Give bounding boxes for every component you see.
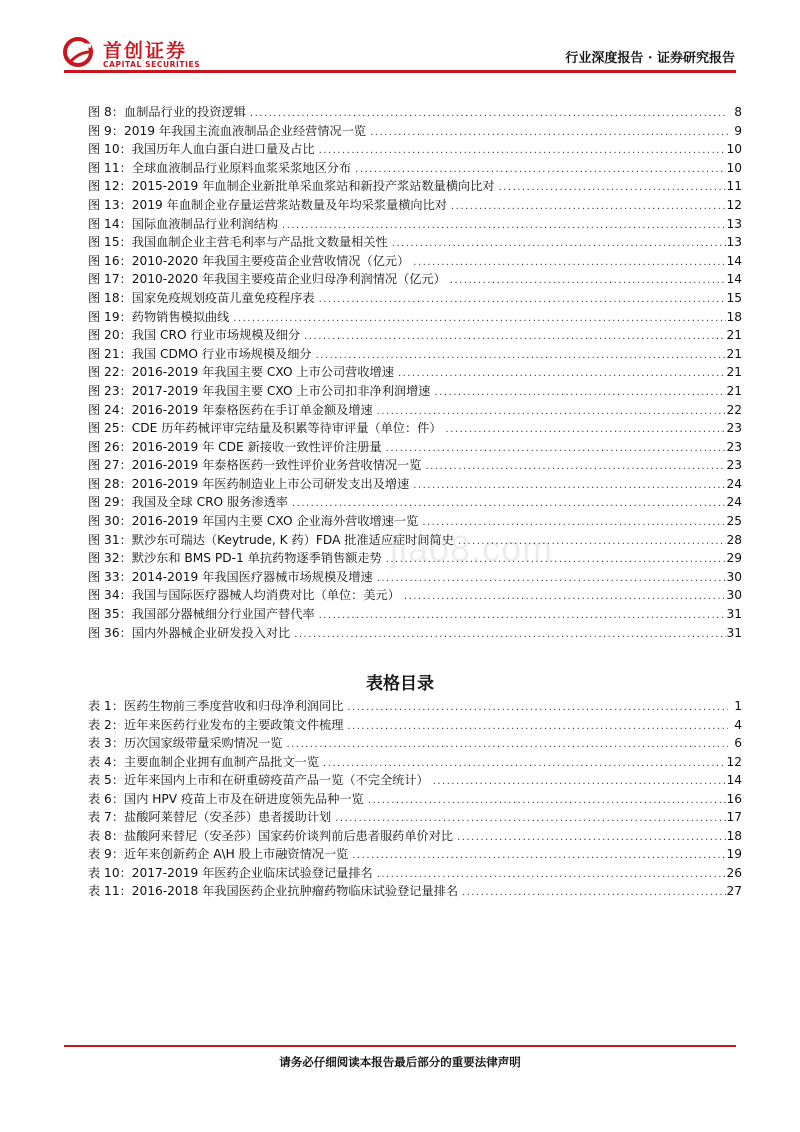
table-toc-entry[interactable] xyxy=(88,808,742,827)
watermark: jiao8.com xyxy=(390,528,554,569)
figure-toc-entry[interactable] xyxy=(88,382,742,401)
table-toc-entry[interactable] xyxy=(88,845,742,864)
figure-toc-entry-label: 图 20： xyxy=(88,328,132,343)
figure-toc-entry-page-number: 30 xyxy=(726,588,742,603)
table-toc-entry-label: 表 6： xyxy=(88,791,125,806)
dot-leader xyxy=(382,440,727,459)
figure-toc-entry-label: 图 35： xyxy=(88,607,132,622)
dot-leader xyxy=(446,272,727,291)
figure-toc-entry-title: 2016-2019 年国内主要 CXO 企业海外营收增速一览 xyxy=(131,514,419,529)
table-toc-entry[interactable] xyxy=(88,716,742,735)
figure-toc-entry-title: 2019 年血制企业存量运营浆站数量及年均采浆量横向比对 xyxy=(131,197,447,212)
figure-toc-entry-label: 图 28： xyxy=(88,476,132,491)
figure-toc-entry-page-number: 28 xyxy=(726,532,742,547)
figure-toc-entry-label: 图 8： xyxy=(88,105,125,119)
figure-toc-entry-title: 2019 年我国主流血液制品企业经营情况一览 xyxy=(124,123,367,138)
legal-notice: 请务必仔细阅读本报告最后部分的重要法律声明 xyxy=(279,1055,521,1069)
table-toc-entry-title: 盐酸阿莱替尼（安圣莎）患者援助计划 xyxy=(124,810,332,824)
figure-toc-entry-label: 图 26： xyxy=(88,439,132,454)
figure-toc-entry-title: 2016-2019 年泰格医药在手订单金额及增速 xyxy=(131,402,373,417)
figure-toc-entry-label: 图 24： xyxy=(88,402,132,417)
figure-toc-entry[interactable] xyxy=(88,215,742,234)
figure-toc-entry-label: 图 36： xyxy=(88,625,132,640)
figure-toc-entry-label: 图 27： xyxy=(88,458,132,473)
figure-toc-entry-page-number: 23 xyxy=(726,458,742,473)
table-toc-entry-title: 2016-2018 年我国医药企业抗肿瘤药物临床试验登记量排名 xyxy=(131,884,459,898)
table-toc-entry[interactable] xyxy=(88,827,742,846)
figure-toc-entry[interactable] xyxy=(88,196,742,215)
figure-toc-entry-title: 2016-2019 年我国主要 CXO 上市公司营收增速 xyxy=(131,365,394,380)
figure-toc-entry[interactable] xyxy=(88,624,742,643)
header-divider xyxy=(64,70,736,73)
figure-toc-entry-page-number: 13 xyxy=(726,235,742,250)
figure-toc-entry[interactable] xyxy=(88,419,742,438)
dot-leader xyxy=(442,421,727,440)
figure-toc-entry-title: 国内外器械企业研发投入对比 xyxy=(131,625,291,640)
figure-toc-entry[interactable] xyxy=(88,270,742,289)
figure-toc-entry-label: 图 11： xyxy=(88,160,132,175)
table-toc-entry-label: 表 3： xyxy=(88,736,125,750)
table-toc-entry-page-number: 26 xyxy=(726,865,742,880)
figure-toc-entry[interactable] xyxy=(88,140,742,159)
table-toc-entry-label: 表 7： xyxy=(88,810,125,824)
figure-toc-entry-title: 我国 CRO 行业市场规模及细分 xyxy=(131,328,301,343)
figure-toc-entry-page-number: 21 xyxy=(726,346,742,361)
table-toc-entry-title: 盐酸阿来替尼（安圣莎）国家药价谈判前后患者服药单价对比 xyxy=(124,828,454,843)
dot-leader xyxy=(421,458,726,477)
dot-leader xyxy=(315,291,727,310)
figure-toc-entry-label: 图 13： xyxy=(88,197,132,212)
table-toc-entry-page-number: 27 xyxy=(726,884,742,898)
table-toc-entry[interactable] xyxy=(88,771,742,790)
figure-toc-entry-title: 我国血制企业主营毛利率与产品批文数量相关性 xyxy=(131,235,388,250)
figure-toc-entry-label: 图 10： xyxy=(88,142,132,157)
figure-toc-entry-title: 默沙东和 BMS PD-1 单抗药物逐季销售额走势 xyxy=(131,551,382,566)
figure-toc-entry-label: 图 25： xyxy=(88,421,132,436)
dot-leader xyxy=(315,142,727,161)
figure-toc-entry-title: 血制品行业的投资逻辑 xyxy=(124,105,246,119)
table-toc-entry-page-number: 17 xyxy=(726,810,742,824)
dot-leader xyxy=(409,254,726,273)
table-toc-entry-label: 表 11： xyxy=(88,884,132,898)
figure-toc-entry-page-number: 30 xyxy=(726,569,742,584)
figure-toc-entry-page-number: 31 xyxy=(726,625,742,640)
table-toc-entry-title: 2017-2019 年医药企业临床试验登记量排名 xyxy=(131,865,373,880)
brand-name-en: CAPITAL SECURITIES xyxy=(103,60,201,69)
table-toc-entry-page-number: 1 xyxy=(734,699,742,713)
figure-toc-entry-label: 图 15： xyxy=(88,235,132,250)
figure-toc-entry-page-number: 14 xyxy=(726,253,742,268)
dot-leader xyxy=(400,588,727,607)
figure-toc-entry-title: 国家免疫规划疫苗儿童免疫程序表 xyxy=(131,290,315,305)
table-toc-entry-page-number: 6 xyxy=(734,736,742,750)
figure-toc-entry-label: 图 9： xyxy=(88,123,125,138)
table-toc-entry[interactable] xyxy=(88,790,742,809)
figure-toc-entry[interactable] xyxy=(88,177,742,196)
figure-toc-entry[interactable] xyxy=(88,401,742,420)
dot-leader xyxy=(394,365,727,384)
figure-toc-entry-label: 图 34： xyxy=(88,588,132,603)
figure-toc-entry[interactable] xyxy=(88,252,742,271)
dot-leader xyxy=(431,384,727,403)
report-type: 行业深度报告 · 证券研究报告 xyxy=(565,51,735,66)
dot-leader xyxy=(373,570,727,589)
figure-toc-entry-page-number: 10 xyxy=(726,160,742,175)
figure-toc-entry-page-number: 14 xyxy=(726,272,742,287)
figure-toc-entry-title: 2010-2020 年我国主要疫苗企业归母净利润情况（亿元） xyxy=(131,272,446,287)
table-toc-entry-page-number: 4 xyxy=(734,717,742,732)
figure-toc-entry-label: 图 19： xyxy=(88,309,132,324)
table-toc-entry-page-number: 14 xyxy=(726,773,742,787)
figure-toc-entry-title: 2016-2019 年泰格医药一致性评价业务营收情况一览 xyxy=(131,458,422,473)
figure-toc-entry-label: 图 12： xyxy=(88,179,132,194)
dot-leader xyxy=(364,792,727,811)
figure-toc-entry[interactable] xyxy=(88,345,742,364)
figure-toc-entry-label: 图 23： xyxy=(88,383,132,398)
figure-toc-entry-title: 2010-2020 年我国主要疫苗企业营收情况（亿元） xyxy=(131,253,410,268)
figure-toc-entry-title: 2016-2019 年 CDE 新接收一致性评价注册量 xyxy=(131,439,382,454)
figure-toc-entry[interactable] xyxy=(88,438,742,457)
table-toc-entry-title: 医药生物前三季度营收和归母净利润同比 xyxy=(124,699,344,713)
brand-name-cn: 首创证券 xyxy=(103,40,188,62)
figure-toc-entry-page-number: 18 xyxy=(726,309,742,324)
table-toc-entry-label: 表 4： xyxy=(88,754,125,769)
figure-toc-entry-page-number: 24 xyxy=(726,476,742,491)
figure-toc-entry-title: 2015-2019 年血制企业新批单采血浆站和新投产浆站数量横向比对 xyxy=(131,179,495,194)
table-toc-entry-label: 表 9： xyxy=(88,847,125,861)
figure-toc-entry-page-number: 21 xyxy=(726,365,742,380)
dot-leader xyxy=(429,773,727,792)
figure-toc-entry-label: 图 16： xyxy=(88,253,132,268)
figure-toc-entry-page-number: 24 xyxy=(726,495,742,510)
figure-toc-entry-label: 图 33： xyxy=(88,569,132,584)
figure-toc-entry[interactable] xyxy=(88,493,742,512)
figure-toc-entry-page-number: 11 xyxy=(726,179,742,194)
tables-toc-heading: 表格目录 xyxy=(366,674,434,694)
figure-toc-entry[interactable] xyxy=(88,159,742,178)
table-toc-entry-title: 近年来医药行业发布的主要政策文件梳理 xyxy=(124,717,344,732)
figure-toc-entry[interactable] xyxy=(88,363,742,382)
figure-toc-entry-page-number: 13 xyxy=(726,216,742,231)
table-toc-entry-title: 近年来创新药企 A\H 股上市融资情况一览 xyxy=(124,847,349,861)
figure-toc-entry-page-number: 12 xyxy=(726,197,742,212)
dot-leader xyxy=(409,477,726,496)
figure-toc-entry[interactable] xyxy=(88,122,742,141)
table-toc-entry-page-number: 18 xyxy=(726,828,742,843)
table-toc-entry-page-number: 12 xyxy=(726,754,742,769)
table-toc-entry-title: 历次国家级带量采购情况一览 xyxy=(124,736,283,750)
figure-toc-entry-title: 默沙东可瑞达（Keytrude, K 药）FDA 批准适应症时间简史 xyxy=(131,532,454,547)
figure-toc-entry-label: 图 17： xyxy=(88,272,132,287)
table-toc-entry[interactable] xyxy=(88,734,742,753)
figure-toc-entry-title: 国际血液制品行业利润结构 xyxy=(131,216,279,231)
figure-toc-entry-label: 图 22： xyxy=(88,365,132,380)
table-toc-entry-page-number: 19 xyxy=(726,847,742,861)
figure-toc-entry[interactable] xyxy=(88,233,742,252)
figure-toc-entry[interactable] xyxy=(88,308,742,327)
page-header xyxy=(0,0,800,80)
figure-toc-entry-label: 图 18： xyxy=(88,290,132,305)
figure-toc-entry-title: CDE 历年药械评审完结量及积累等待审评量（单位：件） xyxy=(131,421,442,436)
dot-leader xyxy=(453,829,726,848)
figure-toc-entry-label: 图 14： xyxy=(88,216,132,231)
figure-toc-entry[interactable] xyxy=(88,326,742,345)
figure-toc-entry-page-number: 22 xyxy=(726,402,742,417)
dot-leader xyxy=(300,328,726,347)
table-toc-entry[interactable] xyxy=(88,864,742,883)
figure-toc-entry-page-number: 21 xyxy=(726,383,742,398)
figure-toc-entry[interactable] xyxy=(88,456,742,475)
table-toc-entry-title: 近年来国内上市和在研重磅疫苗产品一览（不完全统计） xyxy=(124,773,429,787)
figure-toc-entry-page-number: 23 xyxy=(726,439,742,454)
dot-leader xyxy=(343,699,728,718)
figure-toc-entry-page-number: 9 xyxy=(734,123,742,138)
dot-leader xyxy=(290,626,726,645)
figure-toc-entry-page-number: 10 xyxy=(726,142,742,157)
table-toc-entry-label: 表 8： xyxy=(88,828,125,843)
figure-toc-entry-page-number: 23 xyxy=(726,421,742,436)
figure-toc-entry[interactable] xyxy=(88,586,742,605)
figure-toc-entry-title: 2016-2019 年医药制造业上市公司研发支出及增速 xyxy=(131,476,410,491)
dot-leader xyxy=(315,607,727,626)
figure-toc-entry-page-number: 15 xyxy=(726,290,742,305)
figure-toc-entry-title: 我国部分器械细分行业国产替代率 xyxy=(131,607,315,622)
figure-toc-entry-title: 2017-2019 年我国主要 CXO 上市公司扣非净利润增速 xyxy=(131,383,431,398)
table-toc-entry-title: 国内 HPV 疫苗上市及在研进度领先品种一览 xyxy=(124,791,364,806)
figure-toc-entry[interactable] xyxy=(88,605,742,624)
figure-toc-entry-title: 我国及全球 CRO 服务渗透率 xyxy=(131,495,288,510)
figure-toc-entry-page-number: 21 xyxy=(726,328,742,343)
figure-toc-entry-label: 图 21： xyxy=(88,346,132,361)
figure-toc-entry-title: 全球血液制品行业原料血浆采浆地区分布 xyxy=(131,160,352,175)
figure-toc-entry-page-number: 8 xyxy=(734,105,742,119)
table-toc-entry-page-number: 16 xyxy=(726,791,742,806)
capital-securities-logo-icon xyxy=(63,37,95,67)
figure-toc-entry-title: 2014-2019 年我国医疗器械市场规模及增速 xyxy=(131,569,373,584)
figure-toc-entry-label: 图 29： xyxy=(88,495,132,510)
dot-leader xyxy=(229,310,726,329)
figure-toc-entry-label: 图 32： xyxy=(88,551,132,566)
table-toc-entry[interactable] xyxy=(88,753,742,772)
dot-leader xyxy=(447,198,727,217)
figure-toc-entry[interactable] xyxy=(88,475,742,494)
figure-toc-entry-label: 图 31： xyxy=(88,532,132,547)
table-toc-entry[interactable] xyxy=(88,882,742,901)
figure-toc-entry-title: 药物销售模拟曲线 xyxy=(131,309,230,324)
figure-toc-entry-title: 我国与国际医疗器械人均消费对比（单位：美元） xyxy=(131,588,400,603)
dot-leader xyxy=(388,235,727,254)
dot-leader xyxy=(366,124,728,143)
table-toc-entry-label: 表 5： xyxy=(88,773,125,787)
table-toc-entry-title: 主要血制企业拥有血制产品批文一览 xyxy=(124,754,320,769)
table-toc-entry-label: 表 1： xyxy=(88,699,125,713)
figure-toc-entry-title: 我国历年人血白蛋白进口量及占比 xyxy=(131,142,315,157)
table-toc-entry-label: 表 10： xyxy=(88,865,132,880)
brand-logo xyxy=(63,36,213,70)
dot-leader xyxy=(343,718,728,737)
tables-toc xyxy=(88,697,742,901)
table-toc-entry-label: 表 2： xyxy=(88,717,125,732)
footer-divider xyxy=(64,1045,736,1047)
table-toc-entry[interactable] xyxy=(88,697,742,716)
figure-toc-entry[interactable] xyxy=(88,568,742,587)
figure-toc-entry-label: 图 30： xyxy=(88,514,132,529)
dot-leader xyxy=(458,884,726,903)
figure-toc-entry-page-number: 25 xyxy=(726,514,742,529)
dot-leader xyxy=(282,736,728,755)
figure-toc-entry-page-number: 29 xyxy=(726,551,742,566)
figure-toc-entry-page-number: 31 xyxy=(726,607,742,622)
figure-toc-entry-title: 我国 CDMO 行业市场规模及细分 xyxy=(131,346,312,361)
dot-leader xyxy=(495,179,727,198)
figure-toc-entry[interactable] xyxy=(88,103,742,122)
figure-toc-entry[interactable] xyxy=(88,289,742,308)
dot-leader xyxy=(348,847,726,866)
